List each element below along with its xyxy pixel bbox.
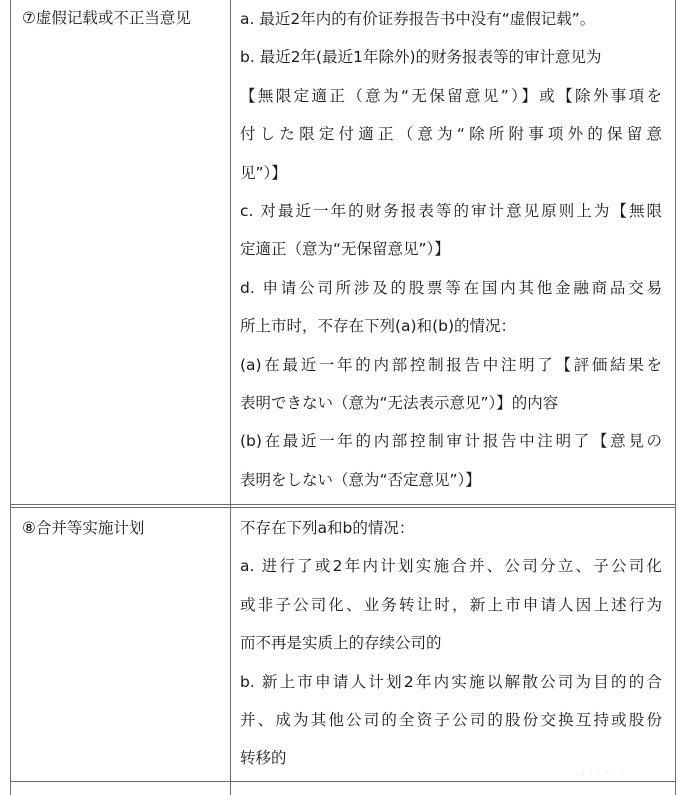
content-line: d. 申请公司所涉及的股票等在国内其他金融商品交易 — [240, 278, 662, 297]
content-line: (a)在最近一年的内部控制报告中注明了【評価結果を — [240, 355, 662, 374]
content-line: b. 最近2年(最近1年除外)的财务报表等的审计意见为 — [240, 48, 602, 67]
content-line: 转移的 — [240, 749, 287, 768]
content-line: 所上市时，不存在下列(a)和(b)的情况： — [240, 317, 517, 336]
row-content-merger-plan — [240, 509, 662, 778]
row-divider — [10, 504, 676, 505]
watermark: · · · · · · — [582, 769, 625, 779]
content-line: 付した限定付適正（意为“除所附事项外的保留意 — [240, 125, 662, 144]
row-label-merger-plan: ⑧合并等实施计划 — [22, 519, 145, 537]
content-line: 而不再是实质上的存续公司的 — [240, 634, 442, 653]
content-line: 见”）】 — [240, 163, 287, 182]
content-line: a. 进行了或2年内计划实施合并、公司分立、子公司化 — [240, 557, 662, 576]
row-content-false-statement — [240, 0, 662, 499]
column-divider — [230, 0, 231, 795]
row-divider-double — [10, 507, 676, 508]
content-line: (b)在最近一年的内部控制审计报告中注明了【意見の — [240, 432, 662, 451]
content-line: 定適正（意为“无保留意见”）】 — [240, 240, 450, 259]
content-line: 不存在下列a和b的情况： — [240, 519, 415, 537]
content-line: c. 对最近一年的财务报表等的审计意见原则上为【無限 — [240, 201, 662, 220]
content-line: 或非子公司化、业务转让时，新上市申请人因上述行为 — [240, 595, 662, 614]
content-line: a. 最近2年内的有价证券报告书中没有“虚假记载”。 — [240, 10, 596, 28]
row-divider-bottom — [10, 781, 676, 782]
row-label-false-statement: ⑦虚假记载或不正当意见 — [22, 9, 191, 27]
content-line: 表明をしない（意为“否定意见”）】 — [240, 470, 481, 489]
content-line: 【無限定適正（意为“无保留意见”）】或【除外事項を — [240, 86, 662, 105]
content-line: b. 新上市申请人计划2年内实施以解散公司为目的的合 — [240, 672, 662, 691]
content-line: 表明できない（意为“无法表示意见”）】的内容 — [240, 393, 559, 412]
content-line: 并、成为其他公司的全资子公司的股份交换互持或股份 — [240, 710, 662, 729]
